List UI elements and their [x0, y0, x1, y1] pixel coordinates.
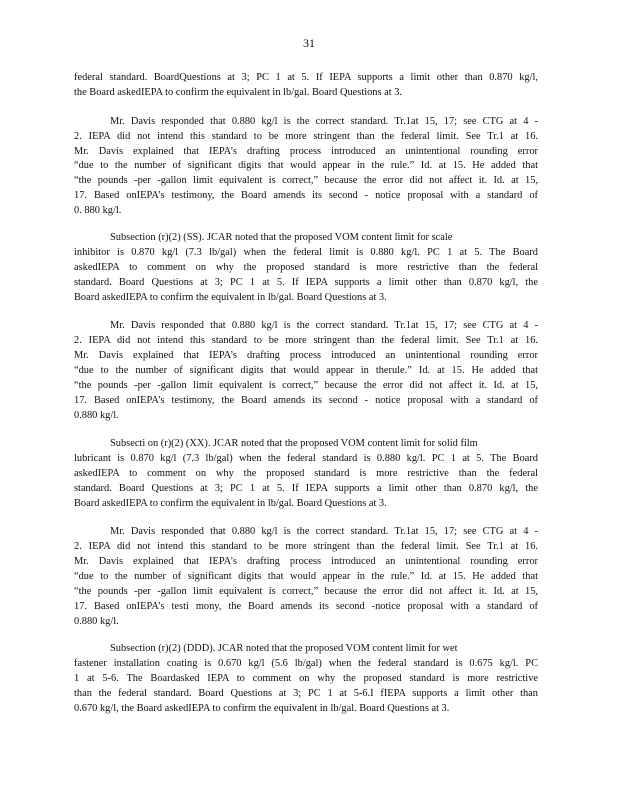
text-line: “due to the number of significant digits that would appear in therule.” Id. at 15. He added that	[74, 365, 538, 376]
text-line: Subsection (r)(2) (DDD). JCAR noted that the proposed VOM content limit for wet	[110, 643, 458, 654]
text-line: Mr. Davis responded that 0.880 kg/l is the correct standard. Tr.1at 15, 17; see CTG at 4 -	[110, 116, 538, 127]
text-line: 0.880 kg/l.	[74, 410, 119, 421]
text-line: 0. 880 kg/l.	[74, 205, 122, 216]
text-line: fastener installation coating is 0.670 kg/l (5.6 lb/gal) when the federal standard is 0.675 kg/l. PC	[74, 658, 538, 669]
text-line: Mr. Davis responded that 0.880 kg/l is the correct standard. Tr.1at 15, 17; see CTG at 4 -	[110, 320, 538, 331]
text-line: “the pounds -per -gallon limit equivalent is correct,” because the error did not affect it. Id. at 15,	[74, 175, 538, 186]
text-line: 2. IEPA did not intend this standard to be more stringent than the federal limit. See Tr.1 at 16.	[74, 131, 538, 142]
text-line: 2. IEPA did not intend this standard to be more stringent than the federal limit. See Tr.1 at 16.	[74, 335, 538, 346]
text-line: 2. IEPA did not intend this standard to be more stringent than the federal limit. See Tr.1 at 16.	[74, 541, 538, 552]
text-line: Mr. Davis explained that IEPA’s drafting process introduced an unintentional rounding error	[74, 146, 538, 157]
text-line: “the pounds -per -gallon limit equivalent is correct,” because the error did not affect it. Id. at 15,	[74, 586, 538, 597]
text-line: 1 at 5-6. The Boardasked IEPA to comment on why the proposed standard is more restrictive	[74, 673, 538, 684]
text-line: 0.880 kg/l.	[74, 616, 119, 627]
page-number: 31	[303, 36, 315, 50]
text-line: lubricant is 0.870 kg/l (7.3 lb/gal) when the federal standard is 0.880 kg/l. PC 1 at 5. The Board	[74, 453, 538, 464]
text-line: 17. Based onIEPA’s testimony, the Board amends its second - notice proposal with a standard of	[74, 190, 538, 201]
text-line: “due to the number of significant digits that would appear in the rule.” Id. at 15. He added that	[74, 160, 538, 171]
text-line: federal standard. BoardQuestions at 3; PC 1 at 5. If IEPA supports a limit other than 0.870 kg/l,	[74, 72, 538, 83]
text-line: inhibitor is 0.870 kg/l (7.3 lb/gal) when the federal limit is 0.880 kg/l. PC 1 at 5. The Board	[74, 247, 538, 258]
text-line: askedIEPA to comment on why the proposed standard is more restrictive than the federal	[74, 262, 538, 273]
text-line: standard. Board Questions at 3; PC 1 at 5. If IEPA supports a limit other than 0.870 kg/l, the	[74, 277, 538, 288]
text-line: the Board askedIEPA to confirm the equivalent in lb/gal. Board Questions at 3.	[74, 87, 403, 98]
text-line: 17. Based onIEPA’s testi mony, the Board amends its second -notice proposal with a standard of	[74, 601, 538, 612]
text-line: 17. Based onIEPA’s testimony, the Board amends its second - notice proposal with a standard of	[74, 395, 538, 406]
text-line: standard. Board Questions at 3; PC 1 at 5. If IEPA supports a limit other than 0.870 kg/l, the	[74, 483, 538, 494]
text-line: Board askedIEPA to confirm the equivalent in lb/gal. Board Questions at 3.	[74, 292, 387, 303]
text-line: askedIEPA to comment on why the proposed standard is more restrictive than the federal	[74, 468, 538, 479]
text-line: Subsection (r)(2) (SS). JCAR noted that the proposed VOM content limit for scale	[110, 232, 453, 243]
text-line: Mr. Davis responded that 0.880 kg/l is the correct standard. Tr.1at 15, 17; see CTG at 4 -	[110, 526, 538, 537]
text-line: “due to the number of significant digits that would appear in the rule.” Id. at 15. He added that	[74, 571, 538, 582]
text-line: Mr. Davis explained that IEPA’s drafting process introduced an unintentional rounding error	[74, 350, 538, 361]
text-line: Board askedIEPA to confirm the equivalent in lb/gal. Board Questions at 3.	[74, 498, 387, 509]
text-line: Mr. Davis explained that IEPA’s drafting process introduced an unintentional rounding error	[74, 556, 538, 567]
text-line: than the federal standard. Board Questions at 3; PC 1 at 5-6.I fIEPA supports a limit other than	[74, 688, 538, 699]
text-line: 0.670 kg/l, the Board askedIEPA to confirm the equivalent in lb/gal. Board Questions at 3.	[74, 703, 450, 714]
text-line: “the pounds -per -gallon limit equivalent is correct,” because the error did not affect it. Id. at 15,	[74, 380, 538, 391]
text-line: Subsecti on (r)(2) (XX). JCAR noted that the proposed VOM content limit for solid film	[110, 438, 478, 449]
